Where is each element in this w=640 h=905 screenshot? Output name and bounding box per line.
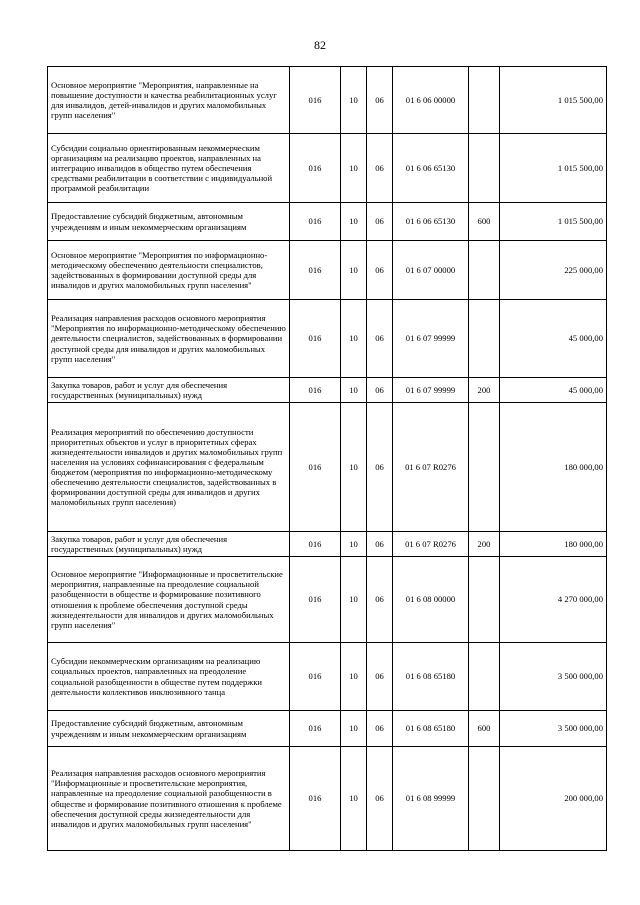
row-expense-type: [469, 67, 500, 134]
row-target-article: 01 6 07 99999: [393, 378, 469, 403]
table-row: [48, 67, 607, 134]
row-subsection-code: 06: [367, 747, 393, 851]
row-description: Закупка товаров, работ и услуг для обеспечения государственных (муниципальных) нужд: [48, 532, 290, 557]
row-target-article: 01 6 08 99999: [393, 747, 469, 851]
row-section-code: 10: [341, 67, 367, 134]
row-subsection-code: 06: [367, 643, 393, 711]
row-expense-type: [469, 643, 500, 711]
row-description: Основное мероприятие "Информационные и просветительские мероприятия, направленные на преодоление социальной разобщенности в обществе и формирование позитивного отношения к проблеме обеспечения доступной среды жизнедеятельности для инвалидов и других маломобильных групп населения": [48, 557, 290, 643]
row-subsection-code: 06: [367, 134, 393, 203]
table-row: [48, 747, 607, 851]
page-number: 82: [314, 38, 326, 52]
row-subsection-code: 06: [367, 532, 393, 557]
row-grbs-code: 016: [290, 203, 341, 241]
row-amount: 200 000,00: [500, 747, 607, 851]
row-target-article: 01 6 06 65130: [393, 134, 469, 203]
row-target-article: 01 6 08 00000: [393, 557, 469, 643]
row-expense-type: [469, 134, 500, 203]
row-grbs-code: 016: [290, 557, 341, 643]
row-expense-type: [469, 300, 500, 378]
table-row: [48, 134, 607, 203]
row-subsection-code: 06: [367, 557, 393, 643]
table-row: [48, 378, 607, 403]
row-expense-type: [469, 557, 500, 643]
table-row: [48, 241, 607, 300]
row-subsection-code: 06: [367, 711, 393, 747]
row-description: Реализация направления расходов основного мероприятия "Мероприятия по информационно-методическому обеспечению деятельности специалистов, задействованных в формировании доступной среды для инвалидов и других маломобильных групп населения": [48, 300, 290, 378]
row-section-code: 10: [341, 134, 367, 203]
row-target-article: 01 6 07 R0276: [393, 403, 469, 532]
row-expense-type: 600: [469, 203, 500, 241]
row-amount: 45 000,00: [500, 378, 607, 403]
row-amount: 180 000,00: [500, 403, 607, 532]
row-section-code: 10: [341, 378, 367, 403]
row-target-article: 01 6 08 65180: [393, 711, 469, 747]
row-target-article: 01 6 07 00000: [393, 241, 469, 300]
row-target-article: 01 6 08 65180: [393, 643, 469, 711]
row-amount: 3 500 000,00: [500, 711, 607, 747]
row-grbs-code: 016: [290, 711, 341, 747]
row-section-code: 10: [341, 300, 367, 378]
row-expense-type: 600: [469, 711, 500, 747]
row-expense-type: [469, 241, 500, 300]
row-grbs-code: 016: [290, 67, 341, 134]
row-description: Субсидии социально ориентированным некоммерческим организациям на реализацию проектов, направленных на интеграцию инвалидов в общество путем обеспечения средствами реабилитации в соответствии с индивидуальной программой реабилитации: [48, 134, 290, 203]
row-subsection-code: 06: [367, 300, 393, 378]
row-amount: 4 270 000,00: [500, 557, 607, 643]
table-row: [48, 403, 607, 532]
table-row: [48, 643, 607, 711]
row-expense-type: 200: [469, 532, 500, 557]
row-amount: 180 000,00: [500, 532, 607, 557]
row-expense-type: 200: [469, 378, 500, 403]
table-row: [48, 532, 607, 557]
row-target-article: 01 6 07 R0276: [393, 532, 469, 557]
row-subsection-code: 06: [367, 203, 393, 241]
row-description: Предоставление субсидий бюджетным, автономным учреждениям и иным некоммерческим организациям: [48, 711, 290, 747]
row-section-code: 10: [341, 747, 367, 851]
row-grbs-code: 016: [290, 532, 341, 557]
row-section-code: 10: [341, 532, 367, 557]
row-amount: 45 000,00: [500, 300, 607, 378]
row-amount: 1 015 500,00: [500, 134, 607, 203]
row-amount: 1 015 500,00: [500, 203, 607, 241]
row-section-code: 10: [341, 711, 367, 747]
row-description: Реализация мероприятий по обеспечению доступности приоритетных объектов и услуг в приоритетных сферах жизнедеятельности инвалидов и других маломобильных групп населения на условиях софинансирования с федеральным бюджетом (мероприятия по информационно-методическому обеспечению деятельности специалистов, задействованных в формировании доступной среды для инвалидов и других маломобильных групп населения): [48, 403, 290, 532]
row-target-article: 01 6 06 00000: [393, 67, 469, 134]
row-grbs-code: 016: [290, 134, 341, 203]
row-section-code: 10: [341, 557, 367, 643]
row-subsection-code: 06: [367, 403, 393, 532]
row-description: Основное мероприятие "Мероприятия по информационно-методическому обеспечению деятельности специалистов, задействованных в формировании доступной среды для инвалидов и других маломобильных групп населения": [48, 241, 290, 300]
row-amount: 3 500 000,00: [500, 643, 607, 711]
table-row: [48, 711, 607, 747]
row-section-code: 10: [341, 203, 367, 241]
row-section-code: 10: [341, 643, 367, 711]
row-grbs-code: 016: [290, 378, 341, 403]
row-grbs-code: 016: [290, 747, 341, 851]
row-grbs-code: 016: [290, 300, 341, 378]
row-description: Закупка товаров, работ и услуг для обеспечения государственных (муниципальных) нужд: [48, 378, 290, 403]
row-amount: 225 000,00: [500, 241, 607, 300]
budget-table: [47, 66, 607, 851]
row-section-code: 10: [341, 241, 367, 300]
row-target-article: 01 6 07 99999: [393, 300, 469, 378]
row-subsection-code: 06: [367, 378, 393, 403]
table-row: [48, 557, 607, 643]
row-section-code: 10: [341, 403, 367, 532]
row-description: Основное мероприятие "Мероприятия, направленные на повышение доступности и качества реабилитационных услуг для инвалидов, детей-инвалидов и других маломобильных групп населения": [48, 67, 290, 134]
row-description: Предоставление субсидий бюджетным, автономным учреждениям и иным некоммерческим организациям: [48, 203, 290, 241]
row-subsection-code: 06: [367, 67, 393, 134]
row-subsection-code: 06: [367, 241, 393, 300]
row-expense-type: [469, 747, 500, 851]
row-target-article: 01 6 06 65130: [393, 203, 469, 241]
table-row: [48, 300, 607, 378]
row-grbs-code: 016: [290, 643, 341, 711]
row-expense-type: [469, 403, 500, 532]
row-grbs-code: 016: [290, 241, 341, 300]
table-row: [48, 203, 607, 241]
row-grbs-code: 016: [290, 403, 341, 532]
row-amount: 1 015 500,00: [500, 67, 607, 134]
row-description: Субсидии некоммерческим организациям на реализацию социальных проектов, направленных на преодоление социальной разобщенности в обществе путем поддержки деятельности коллективов инклюзивного танца: [48, 643, 290, 711]
row-description: Реализация направления расходов основного мероприятия "Информационные и просветительские мероприятия, направленные на преодоление социальной разобщенности в обществе и формирование позитивного отношения к проблеме обеспечения доступной среды жизнедеятельности для инвалидов и других маломобильных групп населения": [48, 747, 290, 851]
